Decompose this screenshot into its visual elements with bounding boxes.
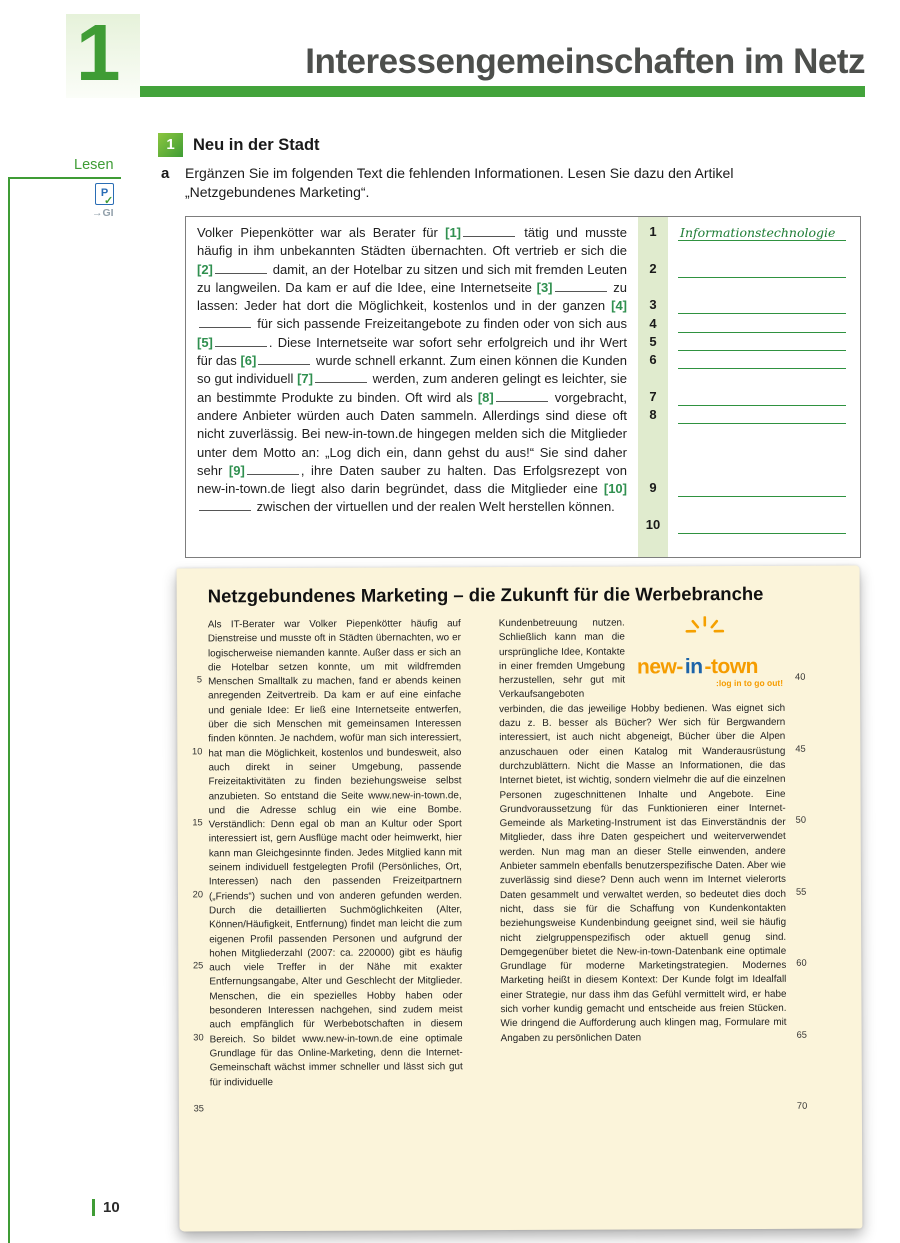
gap-marker: [7] xyxy=(297,371,313,387)
line-number: 25 xyxy=(192,960,204,971)
gap-marker: [3] xyxy=(536,279,553,295)
answer-line[interactable] xyxy=(678,262,846,278)
line-number: 15 xyxy=(192,817,203,828)
gap-marker: [8] xyxy=(477,389,494,405)
answer-number: 6 xyxy=(649,352,657,368)
gap-marker: [10] xyxy=(603,481,627,497)
line-number: 40 xyxy=(795,671,806,682)
line-number: 65 xyxy=(796,1029,807,1040)
section-title: Neu in der Stadt xyxy=(193,136,320,154)
lesen-label: Lesen xyxy=(74,157,114,173)
gap-marker: [6] xyxy=(240,353,257,369)
gapfill-text: Volker Piepenkötter war als Berater für [1] tätig und musste häufig in ihm unbekannten Städten übernachten. Oft vertrieb er sich die [2] damit, an der Hotelbar zu sitzen und sich mit fremden Leuten zu langweilen. Da kam er auf die Idee, eine Internetseite [3] zu lassen: Jeder hat dort die Möglichkeit, kostenlos und in der ganzen [4] für sich passende Freizeitangebote zu finden oder von sich aus [5] . Diese Internetseite war sofort sehr erfolgreich und ihr Wert für das [6] wurde schnell erkannt. Zum einen können die Kunden so gut individuell [7] werden, zum anderen gelingt es leichter, sie an bestimmte Produkte zu binden. Oft wird als [8] vorgebracht, andere Anbieter würden auch Daten sammeln. Allerdings sind diese oft nicht zuverlässig. Bei new-in-town.de hingegen melden sich die Mitglieder unter dem Motto an: „Log dich ein, dann gehst du aus!“ Sie sind daher sehr [9] , ihre Daten sauber zu halten. Das Erfolgsrezept von new-in-town.de liegt also darin begründet, dass die Mitglieder eine [10] zwischen der virtuellen und der realen Welt herstellen können. xyxy=(197,225,628,515)
article-title: Netzgebundenes Marketing – die Zukunft für die Werbebranche xyxy=(207,582,764,607)
gi-label: →GI xyxy=(92,207,114,219)
line-number: 45 xyxy=(795,743,806,754)
header-underline-bar xyxy=(140,86,865,97)
gap-blank-line[interactable] xyxy=(247,463,299,475)
left-line-numbers xyxy=(183,618,207,1224)
gap-blank-line[interactable] xyxy=(555,280,607,292)
answer-row[interactable] xyxy=(638,297,860,315)
logo-text xyxy=(636,654,759,679)
article-left-text: Als IT-Berater war Volker Piepenkötter häufig auf Dienstreise und musste oft in Städten übernachten, wo er logischerweise niemanden kannte. Außer dass er sich an die Hotelbar setzen konnte, um mit wildfremden Menschen Smalltalk zu machen, fand er abends keinen anregenden Zeitvertreib. Da kam er auf eine einfache und geniale Idee: Er ließ eine Internetseite entwerfen, über die sich Menschen mit gemeinsamen Interessen finden könnten. Je nachdem, wofür man sich interessiert, hat man die Möglichkeit, kostenlos und bundesweit, also auch direkt in seiner Umgebung, passende Freizeitaktivitäten zu finden beziehungsweise selbst anzubieten. So entstand die Seite www.new-in-town.de, und die Adresse schlug ein wie eine Bombe. Verständlich: Denn egal ob man an Kultur oder Sport interessiert ist, gern Ausflüge macht oder heimwerkt, hier kann man Gleichgesinnte finden. Jedes Mitglied kann mit seinem individuell festgelegten Profil (Persönliches, Ort, Interessen) nach den passenden Freizeitpartnern („Friends“) suchen und von anderen gefunden werden. Durch die detaillierten Suchmöglichkeiten (Alter, Können/Häufigkeit, Entfernung) findet man leicht die zum eigenen Profil passenden Personen und aufgrund der hohen Mitgliederzahl (2007: ca. 220000) gibt es häufig auch viele Treffer in der Nähe mit exakter Entfernungsangabe, Alter und Geschlecht der Mitglieder. Menschen, die ein spezielles Hobby haben oder besonderen Interessen nachgehen, sind zudem meist auch empfänglich für Werbebotschaften in diesem Bereich. So bildet www.new-in-town.de eine optimale Grundlage für das Online-Marketing, denn die Internet-Gemeinschaft wächst immer schneller und lässt sich gut für individuelle xyxy=(207,618,463,1088)
answer-line[interactable] xyxy=(678,353,846,369)
article-right-text: Kundenbetreuung nutzen. Schließlich kann man die ursprüngliche Idee, Kontakte in einer fremden Umgebung herzustellen, sehr gut mit Verkaufsangeboten verbinden, die das jeweilige Hobby bedienen. Was eignet sich dazu z. B. besser als Bücher? Wer sich für Bergwandern interessiert, ist auch nicht abgeneigt, Bücher über die Alpen anzuschauen oder einen Katalog mit Wanderausrüstung durchzublättern. Nicht die Masse an Informationen, die das Internet bietet, ist wichtig, sondern vielmehr die auf die einzelnen Personen zugeschnittenen Inhalte und Angebote. Eine Grundvoraussetzung für das Funktionieren einer Internet-Gemeinde als Marketing-Instrument ist das Einverständnis der Mitglieder, dass ihre Daten gespeichert und weiterverwendet werden. Nun mag man an dieser Stelle einwenden, andere Anbieter sammeln ebenfalls benutzerspezifische Daten. Aber wie zuverlässig sind diese? Denn auch wenn im Internet vielerorts Daten gesammelt und verwaltet werden, so bedeutet dies doch nicht, dass sie für die Schaffung von Kundenkontakten beziehungsweise Kundenbindung geeignet sind, weil sie häufig nicht zielgruppenspezifisch oder aktuell genug sind. Demgegenüber bietet die New-in-town-Datenbank eine optimale Grundlage für moderne Marketingstrategien. Modernes Marketing heißt in diesem Kontext: Der Kunde folgt im Idealfall einer Strategie, nur dass ihm das Gefühl vermittelt wird, er habe sich vorher kundig gemacht und entscheide aus freien Stücken. Wie dringend die Aufforderung auch klingen mag, Formulare mit Angaben zu persönlichen Daten xyxy=(498,617,787,1044)
answer-line[interactable] xyxy=(678,298,846,314)
section-number-badge: 1 xyxy=(158,133,183,157)
logo-tagline: :log in to go out! xyxy=(716,677,784,688)
gap-blank-line[interactable] xyxy=(496,390,548,402)
answer-number: 5 xyxy=(649,333,657,349)
answer-row[interactable] xyxy=(638,334,860,352)
left-margin-rule xyxy=(8,177,10,1243)
gap-blank-line[interactable] xyxy=(258,353,310,365)
gap-marker: [4] xyxy=(611,298,627,314)
line-number: 50 xyxy=(795,814,807,825)
line-number: 30 xyxy=(193,1032,204,1043)
line-number: 20 xyxy=(192,889,203,900)
answer-line[interactable] xyxy=(678,317,846,333)
check-icon: ✓ xyxy=(104,195,114,207)
answer-line[interactable] xyxy=(678,225,846,241)
gap-blank-line[interactable] xyxy=(315,371,367,383)
line-number: 60 xyxy=(796,957,807,968)
chapter-title: Interessengemeinschaften im Netz xyxy=(305,42,865,81)
answer-row[interactable] xyxy=(638,407,860,425)
line-number: 5 xyxy=(196,674,203,685)
page-number-rule xyxy=(92,1199,95,1216)
line-number: 70 xyxy=(796,1100,808,1111)
portfolio-icon: P xyxy=(95,183,114,205)
new-in-town-logo xyxy=(635,618,785,695)
logo-part-new: new- xyxy=(636,654,683,679)
exercise-instruction: Ergänzen Sie im folgenden Text die fehlenden Informationen. Lesen Sie dazu den Artikel „Netzgebundenes Marketing“. xyxy=(185,165,734,200)
logo-part-town: -town xyxy=(704,654,759,678)
answer-number: 3 xyxy=(649,297,657,313)
gap-marker: [9] xyxy=(228,462,245,478)
sun-icon xyxy=(685,616,725,642)
answer-row[interactable] xyxy=(638,261,860,279)
answer-number: 1 xyxy=(649,224,657,239)
page-number: 10 xyxy=(103,1199,120,1216)
line-number: 10 xyxy=(191,746,203,757)
answer-number: 10 xyxy=(645,516,661,532)
answer-value: Informationstechnologie xyxy=(680,225,836,240)
article-card xyxy=(177,566,863,1232)
column-spacer xyxy=(461,617,502,1223)
answer-number: 2 xyxy=(649,260,657,276)
exercise-letter: a xyxy=(161,165,170,182)
line-number: 55 xyxy=(795,886,807,897)
answer-row[interactable] xyxy=(638,517,860,535)
gap-blank-line[interactable] xyxy=(199,499,251,511)
article-columns xyxy=(177,616,863,1225)
answer-row[interactable] xyxy=(638,389,860,407)
answer-row[interactable] xyxy=(638,480,860,498)
answer-line[interactable] xyxy=(678,408,846,424)
gap-marker: [5] xyxy=(197,334,213,350)
answer-line[interactable] xyxy=(678,518,846,534)
article-right-column xyxy=(499,616,788,1223)
answer-row[interactable] xyxy=(638,224,860,242)
answer-number: 8 xyxy=(649,407,657,422)
gap-blank-line[interactable] xyxy=(199,316,251,328)
answer-row[interactable] xyxy=(638,352,860,370)
gap-blank-line[interactable] xyxy=(215,335,267,347)
answer-line[interactable] xyxy=(678,335,846,351)
answer-line[interactable] xyxy=(678,481,846,497)
lesen-rule xyxy=(8,177,121,179)
answer-row[interactable] xyxy=(638,316,860,334)
right-line-numbers xyxy=(785,616,822,1222)
gap-marker: [2] xyxy=(197,261,213,277)
answer-number: 9 xyxy=(649,480,657,496)
answers-region xyxy=(638,217,860,557)
answer-number: 7 xyxy=(649,388,657,404)
logo-part-in: in xyxy=(684,654,703,678)
gapfill-box xyxy=(185,216,861,558)
chapter-number: 1 xyxy=(76,8,121,97)
gap-blank-line[interactable] xyxy=(215,262,267,274)
answer-line[interactable] xyxy=(678,390,846,406)
answer-number: 4 xyxy=(649,315,657,331)
line-number: 35 xyxy=(193,1103,204,1114)
gap-marker: [1] xyxy=(445,225,462,240)
gap-blank-line[interactable] xyxy=(463,225,515,237)
article-left-column xyxy=(208,617,464,1224)
